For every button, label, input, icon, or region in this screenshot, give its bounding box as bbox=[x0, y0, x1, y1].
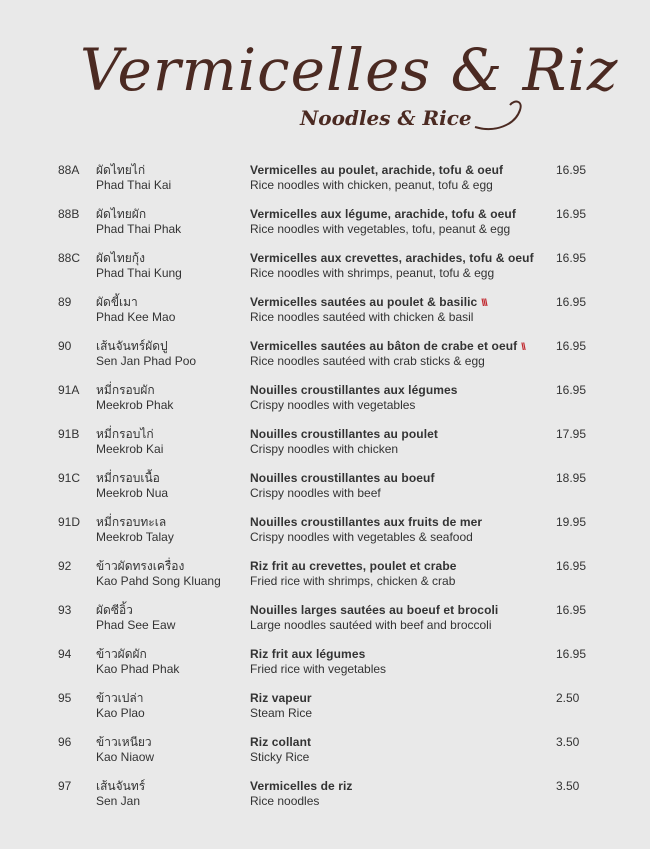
item-thai-name-text: ผัดไทยผัก bbox=[96, 207, 147, 221]
item-number-text: 91B bbox=[58, 427, 80, 441]
item-number bbox=[58, 647, 71, 662]
menu-item bbox=[0, 295, 650, 335]
item-name-text: Kao Phad Phak bbox=[96, 662, 180, 676]
item-description-fr bbox=[250, 779, 353, 794]
item-thai-name-text: หมี่กรอบเนื้อ bbox=[96, 471, 160, 485]
item-number-text: 88A bbox=[58, 163, 80, 177]
item-price bbox=[556, 163, 586, 178]
item-description-fr-text: Nouilles croustillantes au boeuf bbox=[250, 471, 435, 485]
item-name-text: Kao Plao bbox=[96, 706, 145, 720]
item-description-fr bbox=[250, 603, 498, 618]
item-description-en-text: Fried rice with shrimps, chicken & crab bbox=[250, 574, 456, 588]
item-thai-name-text: ผัดขี้เมา bbox=[96, 295, 138, 309]
item-price bbox=[556, 207, 586, 222]
item-number-text: 91A bbox=[58, 383, 80, 397]
item-price bbox=[556, 603, 586, 618]
item-name bbox=[96, 222, 181, 237]
item-description-en bbox=[250, 530, 473, 545]
item-price bbox=[556, 295, 586, 310]
item-price bbox=[556, 691, 579, 706]
item-price-text: 16.95 bbox=[556, 559, 587, 573]
item-description-en-text: Fried rice with vegetables bbox=[250, 662, 387, 676]
item-price-text: 16.95 bbox=[556, 207, 587, 221]
item-thai-name bbox=[96, 603, 133, 618]
item-description-fr bbox=[250, 559, 457, 574]
item-price-text: 16.95 bbox=[556, 647, 587, 661]
item-description-en-text: Crispy noodles with vegetables bbox=[250, 398, 416, 412]
item-name bbox=[96, 486, 168, 501]
item-price-text: 16.95 bbox=[556, 295, 587, 309]
item-price-text: 16.95 bbox=[556, 383, 587, 397]
item-number-text: 96 bbox=[58, 735, 72, 749]
item-name bbox=[96, 398, 173, 413]
item-number bbox=[58, 779, 71, 794]
item-name-text: Phad See Eaw bbox=[96, 618, 176, 632]
item-thai-name bbox=[96, 779, 145, 794]
item-description-fr-text: Nouilles croustillantes aux fruits de mer bbox=[250, 515, 483, 529]
menu-item bbox=[0, 427, 650, 467]
item-name bbox=[96, 310, 175, 325]
item-number bbox=[58, 207, 79, 222]
item-name-text: Phad Thai Phak bbox=[96, 222, 182, 236]
item-number bbox=[58, 427, 79, 442]
item-description-fr-text: Vermicelles aux crevettes, arachides, tofu & oeuf bbox=[250, 251, 534, 265]
item-description-en-text: Crispy noodles with chicken bbox=[250, 442, 399, 456]
menu-item bbox=[0, 251, 650, 291]
item-number bbox=[58, 471, 80, 486]
item-price-text: 17.95 bbox=[556, 427, 587, 441]
item-description-en bbox=[250, 794, 319, 809]
item-name bbox=[96, 662, 179, 677]
item-description-fr bbox=[250, 383, 458, 398]
item-description-fr bbox=[250, 471, 435, 486]
item-description-fr bbox=[250, 207, 516, 222]
item-description-fr bbox=[250, 295, 487, 311]
menu-item bbox=[0, 559, 650, 599]
item-description-fr-text: Vermicelles aux légume, arachide, tofu & oeuf bbox=[250, 207, 516, 221]
item-thai-name-text: หมี่กรอบผัก bbox=[96, 383, 155, 397]
item-description-en bbox=[250, 266, 494, 281]
item-description-en bbox=[250, 398, 415, 413]
item-number bbox=[58, 295, 71, 310]
item-number-text: 91D bbox=[58, 515, 81, 529]
item-description-fr-text: Vermicelles sautées au bâton de crabe et oeuf bbox=[250, 339, 518, 353]
item-description-en-text: Rice noodles with shrimps, peanut, tofu & egg bbox=[250, 266, 495, 280]
item-description-fr bbox=[250, 647, 365, 662]
item-description-en bbox=[250, 750, 309, 765]
item-description-fr-text: Vermicelles au poulet, arachide, tofu & oeuf bbox=[250, 163, 504, 177]
item-number bbox=[58, 163, 79, 178]
item-name-text: Meekrob Phak bbox=[96, 398, 174, 412]
item-description-fr-text: Nouilles larges sautées au boeuf et brocoli bbox=[250, 603, 499, 617]
item-price bbox=[556, 647, 586, 662]
item-number-text: 90 bbox=[58, 339, 72, 353]
menu-item bbox=[0, 603, 650, 643]
item-description-fr-text: Nouilles croustillantes au poulet bbox=[250, 427, 438, 441]
item-name bbox=[96, 530, 174, 545]
item-thai-name-text: ผัดไทยกุ้ง bbox=[96, 251, 145, 265]
menu-item bbox=[0, 691, 650, 731]
item-description-en bbox=[250, 178, 493, 193]
item-name-text: Kao Niaow bbox=[96, 750, 155, 764]
item-description-en-text: Rice noodles sautéed with crab sticks & egg bbox=[250, 354, 485, 368]
item-thai-name-text: เส้นจันทร์ bbox=[96, 779, 146, 793]
item-price-text: 18.95 bbox=[556, 471, 587, 485]
item-description-fr-text: Vermicelles de riz bbox=[250, 779, 353, 793]
item-description-fr bbox=[250, 427, 438, 442]
item-description-fr bbox=[250, 515, 482, 530]
item-number-text: 91C bbox=[58, 471, 81, 485]
item-name-text: Phad Thai Kung bbox=[96, 266, 182, 280]
item-name-text: Meekrob Nua bbox=[96, 486, 169, 500]
item-price bbox=[556, 515, 586, 530]
item-description-fr-text: Nouilles croustillantes aux légumes bbox=[250, 383, 458, 397]
item-price-text: 3.50 bbox=[556, 735, 580, 749]
item-description-en bbox=[250, 222, 510, 237]
menu-item bbox=[0, 647, 650, 687]
item-thai-name bbox=[96, 471, 160, 486]
item-thai-name bbox=[96, 383, 155, 398]
item-name-text: Phad Kee Mao bbox=[96, 310, 176, 324]
item-number bbox=[58, 383, 79, 398]
item-description-en-text: Steam Rice bbox=[250, 706, 313, 720]
item-description-fr bbox=[250, 691, 312, 706]
item-thai-name bbox=[96, 339, 168, 354]
item-name bbox=[96, 794, 140, 809]
item-description-en bbox=[250, 574, 455, 589]
menu-item bbox=[0, 163, 650, 203]
item-description-en bbox=[250, 354, 485, 369]
item-name bbox=[96, 266, 182, 281]
item-description-fr bbox=[250, 339, 525, 355]
item-description-fr-text: Riz vapeur bbox=[250, 691, 312, 705]
item-description-en-text: Large noodles sautéed with beef and broccoli bbox=[250, 618, 492, 632]
item-number bbox=[58, 515, 80, 530]
menu-item bbox=[0, 471, 650, 511]
item-description-en bbox=[250, 486, 381, 501]
item-name bbox=[96, 442, 163, 457]
item-number-text: 92 bbox=[58, 559, 72, 573]
item-description-en bbox=[250, 442, 398, 457]
item-description-fr-text: Riz collant bbox=[250, 735, 312, 749]
item-price-text: 16.95 bbox=[556, 251, 587, 265]
item-price bbox=[556, 427, 586, 442]
item-name bbox=[96, 618, 175, 633]
item-description-en bbox=[250, 618, 492, 633]
item-name bbox=[96, 354, 196, 369]
item-thai-name-text: ผัดไทยไก่ bbox=[96, 163, 146, 177]
item-thai-name bbox=[96, 207, 146, 222]
item-description-en bbox=[250, 310, 473, 325]
item-thai-name-text: ข้าวเหนียว bbox=[96, 735, 152, 749]
menu-item bbox=[0, 339, 650, 379]
item-thai-name-text: ข้าวผัดผัก bbox=[96, 647, 147, 661]
item-thai-name bbox=[96, 427, 154, 442]
spicy-icon: \\ bbox=[521, 342, 525, 353]
item-thai-name-text: ข้าวเปล่า bbox=[96, 691, 144, 705]
item-description-en bbox=[250, 662, 386, 677]
item-number-text: 93 bbox=[58, 603, 72, 617]
item-thai-name bbox=[96, 515, 166, 530]
item-thai-name bbox=[96, 163, 145, 178]
item-thai-name-text: ข้าวผัดทรงเครื่อง bbox=[96, 559, 185, 573]
item-name-text: Meekrob Kai bbox=[96, 442, 164, 456]
item-thai-name-text: เส้นจันทร์ผัดปู bbox=[96, 339, 168, 353]
item-description-fr-text: Riz frit aux légumes bbox=[250, 647, 366, 661]
item-name-text: Meekrob Talay bbox=[96, 530, 174, 544]
item-number-text: 97 bbox=[58, 779, 72, 793]
item-description-fr-text: Vermicelles sautées au poulet & basilic bbox=[250, 295, 478, 309]
menu-item bbox=[0, 515, 650, 555]
item-number bbox=[58, 251, 80, 266]
item-name bbox=[96, 178, 171, 193]
menu-item bbox=[0, 735, 650, 775]
item-description-fr bbox=[250, 251, 534, 266]
menu-title: Vermicelles & Riz bbox=[80, 36, 619, 104]
item-number-text: 95 bbox=[58, 691, 72, 705]
item-number bbox=[58, 559, 71, 574]
item-description-en-text: Crispy noodles with vegetables & seafood bbox=[250, 530, 473, 544]
item-description-fr bbox=[250, 163, 503, 178]
item-name-text: Sen Jan Phad Poo bbox=[96, 354, 197, 368]
menu-subtitle: Noodles & Rice bbox=[300, 106, 472, 130]
item-price-text: 19.95 bbox=[556, 515, 587, 529]
item-number-text: 88C bbox=[58, 251, 81, 265]
item-number bbox=[58, 339, 71, 354]
item-name bbox=[96, 750, 154, 765]
item-thai-name-text: หมี่กรอบทะเล bbox=[96, 515, 167, 529]
spicy-icon: \\\ bbox=[481, 298, 487, 309]
item-description-fr-text: Riz frit au crevettes, poulet et crabe bbox=[250, 559, 457, 573]
item-price-text: 16.95 bbox=[556, 163, 587, 177]
item-thai-name bbox=[96, 647, 147, 662]
item-price bbox=[556, 735, 579, 750]
item-price-text: 16.95 bbox=[556, 603, 587, 617]
item-description-fr bbox=[250, 735, 311, 750]
item-name bbox=[96, 574, 221, 589]
item-price bbox=[556, 383, 586, 398]
item-thai-name bbox=[96, 251, 145, 266]
item-number-text: 89 bbox=[58, 295, 72, 309]
item-price bbox=[556, 559, 586, 574]
item-thai-name bbox=[96, 691, 144, 706]
item-number bbox=[58, 735, 71, 750]
menu-item bbox=[0, 779, 650, 819]
item-description-en-text: Rice noodles sautéed with chicken & basil bbox=[250, 310, 474, 324]
item-price bbox=[556, 471, 586, 486]
item-price bbox=[556, 779, 579, 794]
menu-item bbox=[0, 207, 650, 247]
item-thai-name-text: ผัดซีอิ้ว bbox=[96, 603, 133, 617]
item-number-text: 88B bbox=[58, 207, 80, 221]
item-price-text: 2.50 bbox=[556, 691, 580, 705]
item-name-text: Sen Jan bbox=[96, 794, 141, 808]
title-swash-decoration bbox=[470, 95, 530, 135]
item-name bbox=[96, 706, 145, 721]
item-name-text: Phad Thai Kai bbox=[96, 178, 172, 192]
item-number bbox=[58, 691, 71, 706]
item-thai-name bbox=[96, 295, 138, 310]
item-description-en-text: Rice noodles with vegetables, tofu, peanut & egg bbox=[250, 222, 511, 236]
item-price-text: 3.50 bbox=[556, 779, 580, 793]
item-name-text: Kao Pahd Song Kluang bbox=[96, 574, 221, 588]
item-thai-name bbox=[96, 559, 184, 574]
item-thai-name-text: หมี่กรอบไก่ bbox=[96, 427, 154, 441]
item-number-text: 94 bbox=[58, 647, 72, 661]
item-price-text: 16.95 bbox=[556, 339, 587, 353]
item-description-en bbox=[250, 706, 312, 721]
item-description-en-text: Rice noodles with chicken, peanut, tofu & egg bbox=[250, 178, 493, 192]
item-number bbox=[58, 603, 71, 618]
item-thai-name bbox=[96, 735, 152, 750]
menu-item bbox=[0, 383, 650, 423]
item-description-en-text: Crispy noodles with beef bbox=[250, 486, 381, 500]
item-description-en-text: Rice noodles bbox=[250, 794, 320, 808]
item-price bbox=[556, 251, 586, 266]
item-description-en-text: Sticky Rice bbox=[250, 750, 310, 764]
item-price bbox=[556, 339, 586, 354]
